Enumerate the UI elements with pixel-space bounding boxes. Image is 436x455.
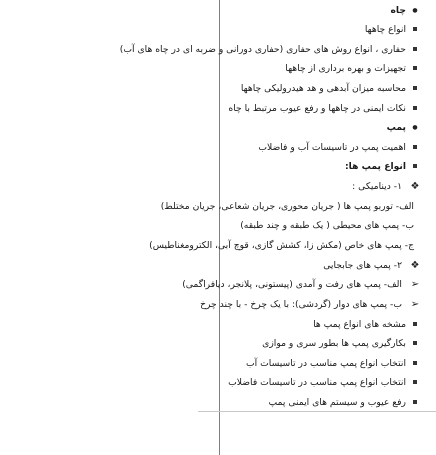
square-bullet-icon (410, 318, 420, 331)
arrow-icon (410, 298, 420, 312)
square-bullet-icon (410, 160, 420, 173)
outline-heading-well (391, 4, 436, 17)
outline-item-text: محاسبه میزان آبدهی و هد هیدرولیکی چاهها (240, 83, 406, 94)
outline-item-text: الف- توربو پمپ ها ( جریان محوری، جریان شعاعی، جریان مختلط) (160, 201, 414, 212)
outline-subitem (352, 180, 436, 193)
square-bullet-icon (410, 23, 420, 36)
outline-item-text: اهمیت پمپ در تاسیسات آب و فاضلاب (258, 142, 406, 153)
square-bullet-icon (410, 357, 420, 370)
horizontal-rule (198, 411, 436, 412)
outline-item (246, 357, 436, 370)
square-bullet-icon (410, 82, 420, 95)
outline-item (345, 160, 436, 173)
vertical-divider (219, 0, 220, 455)
outline-subitem (182, 278, 436, 291)
outline-subitem-line (149, 239, 436, 252)
outline-item (262, 337, 436, 350)
outline-subitem-line (240, 219, 436, 232)
square-bullet-icon (410, 376, 420, 389)
square-bullet-icon (410, 43, 420, 56)
outline-item (285, 62, 436, 75)
outline-item (120, 43, 436, 56)
outline-item-text: پمپ (386, 122, 406, 133)
outline-heading-pump (387, 121, 436, 134)
square-bullet-icon (410, 141, 420, 154)
outline-item-text: انتخاب انواع پمپ مناسب در تاسیسات آب (246, 358, 406, 369)
square-bullet-icon (410, 396, 420, 409)
outline-item-text: انواع پمپ ها: (344, 161, 406, 172)
outline-item-text: بکارگیری پمپ ها بطور سری و موازی (262, 338, 406, 349)
outline-item-text: ب- پمپ های محیطی ( یک طبقه و چند طبقه) (240, 220, 414, 231)
outline-item (228, 376, 436, 389)
outline-item (241, 82, 436, 95)
outline-item (365, 23, 436, 36)
outline-item-text: ج- پمپ های خاص (مکش زا، کشش گازی، قوچ آبی، الکترومغناطیس) (149, 240, 414, 251)
square-bullet-icon (410, 337, 420, 350)
outline-item-text: ۲- پمپ های جابجایی (323, 260, 402, 271)
arrow-icon (410, 278, 420, 292)
outline-subitem (323, 259, 436, 272)
outline-item (269, 396, 436, 409)
clover-icon (410, 180, 420, 194)
square-bullet-icon (410, 102, 420, 115)
clover-icon (410, 259, 420, 273)
outline-item-text: الف- پمپ های رفت و آمدی (پیستونی، پلانجر، دیافراگمی) (182, 279, 402, 290)
outline-subitem (200, 298, 436, 311)
outline-item (313, 318, 436, 331)
dot-icon (410, 121, 420, 134)
outline-item-text: تجهیزات و بهره برداری از چاهها (285, 63, 406, 74)
outline-item-text: ۱- دینامیکی : (352, 181, 402, 192)
square-bullet-icon (410, 62, 420, 75)
outline-subitem-line (161, 200, 436, 213)
outline-item-text: چاه (390, 5, 406, 16)
outline-item-text: انتخاب انواع پمپ مناسب در تاسیسات فاضلاب (228, 377, 406, 388)
outline-item-text: انواع چاهها (364, 24, 406, 35)
outline-item-text: رفع عیوب و سیستم های ایمنی پمپ (268, 397, 406, 408)
dot-icon (410, 4, 420, 17)
outline-item (228, 102, 436, 115)
outline-item-text: ب- پمپ های دوار (گردشی): با یک چرخ - با چند چرخ (200, 299, 402, 310)
outline-item (258, 141, 436, 154)
outline-item-text: حفاری ، انواع روش های حفاری (حفاری دورانی و ضربه ای در چاه های آب) (119, 44, 406, 55)
outline-item-text: مشخه های انواع پمپ ها (313, 319, 406, 330)
outline-item-text: نکات ایمنی در چاهها و رفع عیوب مرتبط با چاه (228, 103, 406, 114)
